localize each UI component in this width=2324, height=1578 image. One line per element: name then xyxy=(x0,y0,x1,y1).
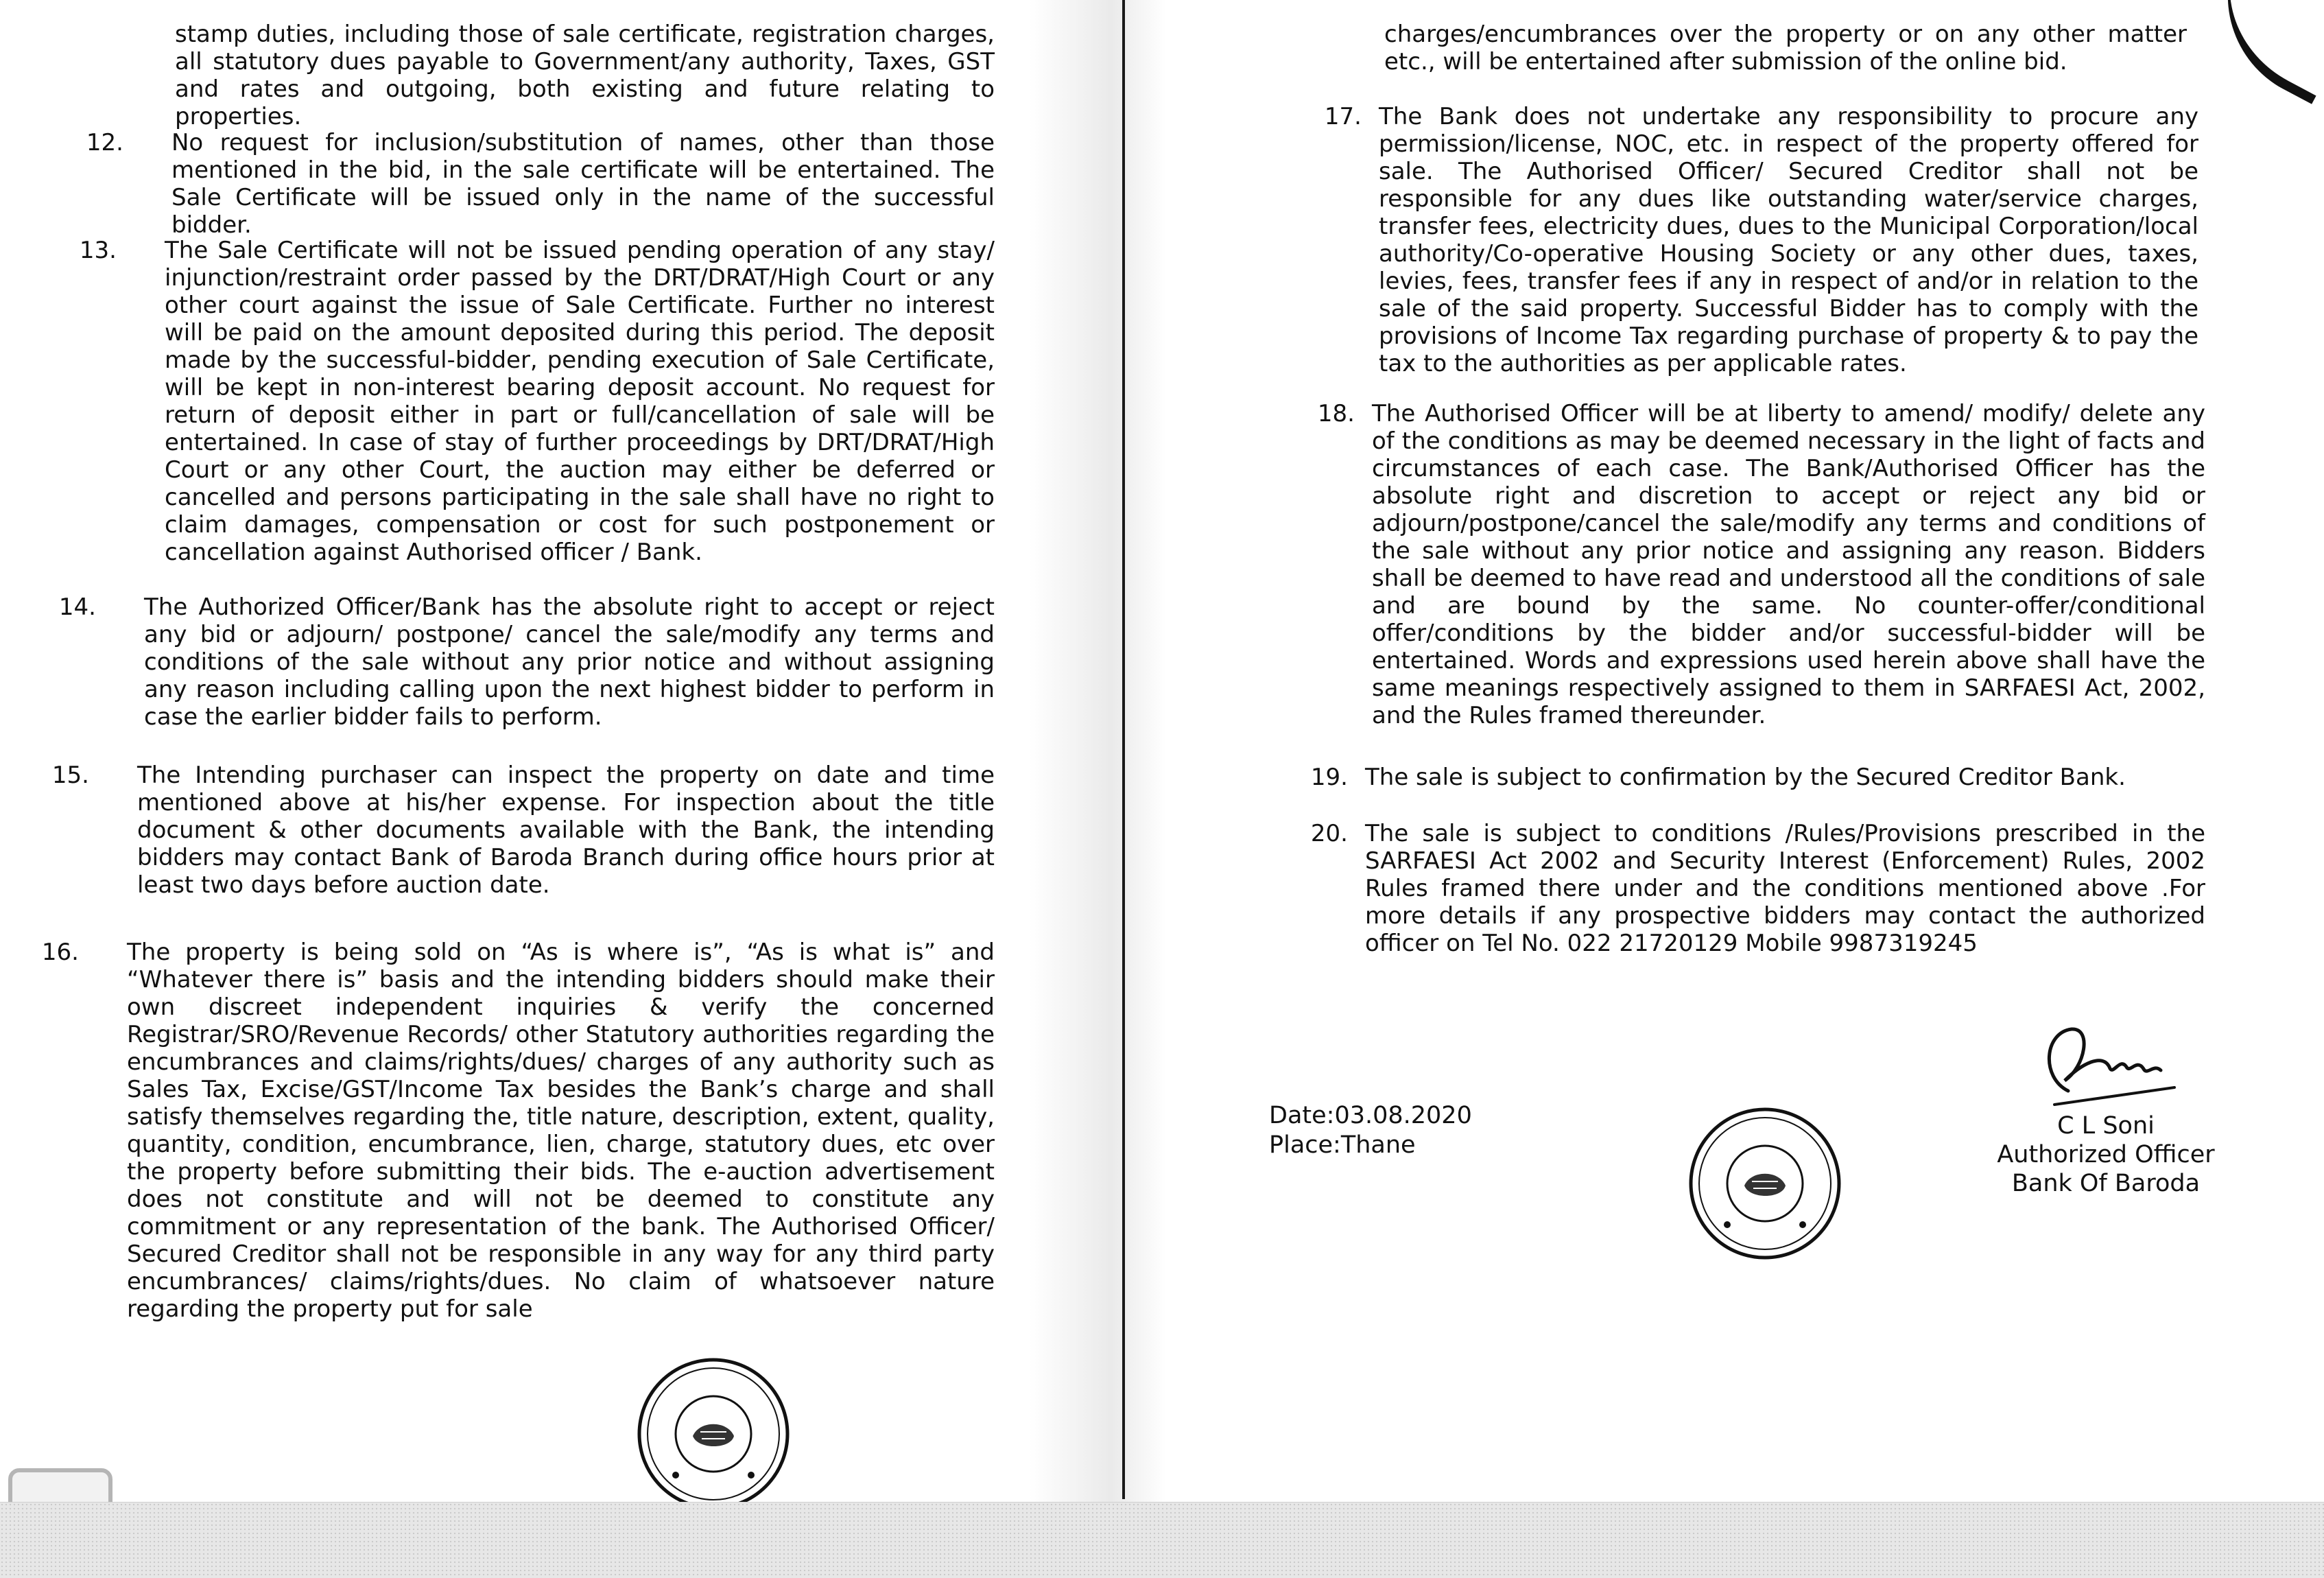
clause-number: 12. xyxy=(86,129,123,156)
scan-background-strip xyxy=(0,1502,2324,1578)
clause-text: The Authorized Officer/Bank has the absolute right to accept or reject any bid or adjourn/ postpone/ cancel the sale/modify any terms and conditions of the sale without any prior notice and without assigning any reason including calling upon the next highest bidder to perform in case the earlier bidder fails to perform. xyxy=(144,593,995,731)
clause-text: The sale is subject to conditions /Rules/Provisions prescribed in the SARFAESI Act 2002 and Security Interest (Enforcement) Rules, 2002 Rules framed there under and the conditions mentioned above .For more details if any prospective bidders may contact the authorized officer on Tel No. 022 21720129 Mobile 9987319245 xyxy=(1365,820,2205,957)
place-label: Place:Thane xyxy=(1269,1131,1416,1159)
clause-number: 14. xyxy=(58,593,96,621)
clause-text: The Intending purchaser can inspect the property on date and time mentioned above at his/her expense. For inspection about the title document & other documents available with the Bank, the intending bidders may contact Bank of Baroda Branch during office hours prior at least two days before auction date. xyxy=(137,762,995,899)
right-page xyxy=(1166,0,2324,1578)
page-gutter xyxy=(1029,0,1166,1503)
signatory-name: C L Soni xyxy=(2057,1112,2155,1140)
clause-text: The Sale Certificate will not be issued pending operation of any stay/ injunction/restraint order passed by the DRT/DRAT/High Court or any other court against the issue of Sale Certificate. Further no interest will be paid on the amount deposited during this period. The deposit made by the successful-bidder, pending execution of Sale Certificate, will be kept in non-interest bearing deposit account. No request for return of deposit either in part or full/cancellation of sale will be entertained. In case of stay of further proceedings by DRT/DRAT/High Court or any other Court, the auction may either be deferred or cancelled and persons participating in the sale shall have no right to claim damages, compensation or cost for such postponement or cancellation against Authorised officer / Bank. xyxy=(165,237,995,566)
clause-number: 17. xyxy=(1324,103,1362,130)
clause-16-continuation: charges/encumbrances over the property or on any other matter etc., will be entertained after submission of the online bid. xyxy=(1384,21,2187,75)
clause-number: 20. xyxy=(1310,820,1348,847)
signatory-organization: Bank Of Baroda xyxy=(2011,1170,2201,1197)
signatory-designation: Authorized Officer xyxy=(1997,1141,2215,1168)
date-label: Date:03.08.2020 xyxy=(1269,1102,1472,1129)
clause-text: No request for inclusion/substitution of names, other than those mentioned in the bid, in the sale certificate will be entertained. The Sale Certificate will be issued only in the name of the successful bidder. xyxy=(171,129,995,239)
clause-number: 16. xyxy=(41,939,79,966)
clause-number: 19. xyxy=(1310,764,1348,791)
fold-line xyxy=(1122,0,1125,1499)
handwritten-signature xyxy=(2027,1015,2185,1111)
bank-seal-right xyxy=(1686,1105,1844,1262)
clause-number: 13. xyxy=(79,237,117,264)
bank-seal-left xyxy=(635,1355,792,1513)
clause-11-continuation: stamp duties, including those of sale certificate, registration charges, all statutory dues payable to Government/any authority, Taxes, GST and rates and outgoing, both existing and future relating to properties. xyxy=(175,21,995,130)
clause-number: 18. xyxy=(1317,400,1355,427)
clause-text: The property is being sold on “As is where is”, “As is what is” and “Whatever there is” basis and the intending bidders should make their own discreet independent inquiries & verify the concerned Registrar/SRO/Revenue Records/ other Statutory authorities regarding the encumbrances and claims/rights/dues/ charges of any authority such as Sales Tax, Excise/GST/Income Tax besides the Bank’s charge and shall satisfy themselves regarding the, title nature, description, extent, quality, quantity, condition, encumbrance, lien, charge, statutory dues, etc over the property before submitting their bids. The e-auction advertisement does not constitute and will not be deemed to constitute any commitment or any representation of the bank. The Authorised Officer/ Secured Creditor shall not be responsible in any way for any third party encumbrances/ claims/rights/dues. No claim of whatsoever nature regarding the property put for sale xyxy=(127,939,995,1323)
clause-text: The Bank does not undertake any responsibility to procure any permission/license, NOC, etc. in respect of the property offered for sale. The Authorised Officer/ Secured Creditor shall not be responsible for any dues like outstanding water/service charges, transfer fees, electricity dues, dues to the Municipal Corporation/local authority/Co-operative Housing Society or any other dues, taxes, levies, fees, transfer fees if any in respect of and/or in relation to the sale of the said property. Successful Bidder has to comply with the provisions of Income Tax regarding purchase of property & to pay the tax to the authorities as per applicable rates. xyxy=(1379,103,2198,377)
left-page xyxy=(0,0,1036,1578)
clause-number: 15. xyxy=(51,762,89,789)
clause-text: The Authorised Officer will be at liberty to amend/ modify/ delete any of the conditions as may be deemed necessary in the light of facts and circumstances of each case. The Bank/Authorised Officer has the absolute right and discretion to accept or reject any bid or adjourn/postpone/cancel the sale/modify any terms and conditions of the sale without any prior notice and assigning any reason. Bidders shall be deemed to have read and understood all the conditions of sale and are bound by the same. No counter-offer/conditional offer/conditions by the bidder and/or successful-bidder will be entertained. Words and expressions used herein above shall have the same meanings respectively assigned to them in SARFAESI Act, 2002, and the Rules framed thereunder. xyxy=(1372,400,2205,729)
signatory-details xyxy=(1993,1111,2219,1198)
corner-mark xyxy=(2191,0,2324,104)
clause-text: The sale is subject to confirmation by the Secured Creditor Bank. xyxy=(1365,764,2126,791)
